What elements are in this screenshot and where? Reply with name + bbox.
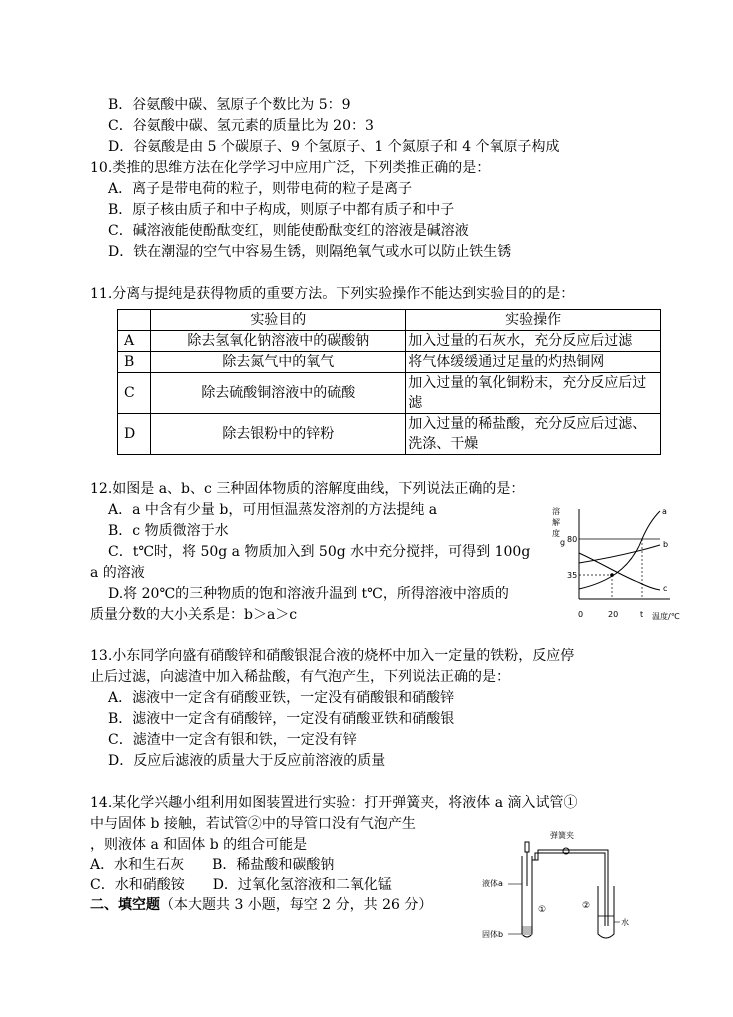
section-2-note: （本大题共 3 小题，每空 2 分，共 26 分） — [160, 897, 433, 913]
ylabel-char: 溶 — [552, 507, 560, 516]
q14-stem-line2: 中与固体 b 接触，若试管②中的导管口没有气泡产生 — [90, 816, 416, 832]
intersection-point — [610, 573, 614, 577]
q14-options-ab: A．水和生石灰 B．稀盐酸和碳酸钠 — [90, 857, 335, 873]
q11-stem: 11.分离与提纯是获得物质的重要方法。下列实验操作不能达到实验目的的是： — [90, 286, 575, 302]
table-header-operation: 实验操作 — [406, 310, 661, 331]
q10-option-a: A．离子是带电荷的粒子，则带电荷的粒子是离子 — [108, 181, 413, 197]
table-cell-empty — [118, 310, 151, 331]
q14-stem-line3: ，则液体 a 和固体 b 的组合可能是 — [90, 837, 308, 853]
tube-1-label: ① — [538, 905, 547, 915]
q12-option-b: B．c 物质微溶于水 — [108, 523, 229, 539]
q13-option-b: B．滤液中一定含有硝酸锌，一定没有硝酸亚铁和硝酸银 — [108, 711, 455, 727]
q12-option-d-line1: D.将 20℃的三种物质的饱和溶液升温到 t℃，所得溶液中溶质的 — [108, 586, 509, 602]
q13-option-c: C．滤渣中一定含有银和铁，一定没有锌 — [108, 732, 357, 748]
q13-stem-line1: 13.小东同学向盛有硝酸锌和硝酸银混合液的烧杯中加入一定量的铁粉，反应停 — [90, 648, 575, 664]
y-tick-80: 80 — [567, 535, 578, 544]
q12-option-a: A．a 中含有少量 b，可用恒温蒸发溶剂的方法提纯 a — [108, 502, 438, 518]
test-tube-2 — [598, 886, 614, 938]
x-tick-20: 20 — [608, 610, 619, 619]
row-operation: 将气体缓缓通过足量的灼热铜网 — [406, 352, 661, 373]
curve-c-label: c — [663, 584, 668, 593]
curve-a — [579, 511, 660, 589]
q12-option-c-line1: C．t℃时，将 50g a 物质加入到 50g 水中充分搅拌，可得到 100g — [108, 544, 531, 560]
y-tick-35: 35 — [567, 571, 578, 580]
row-operation: 加入过量的氧化铜粉末，充分反应后过滤 — [406, 373, 661, 414]
clamp-label: 弹簧夹 — [550, 831, 574, 840]
curve-b — [579, 545, 660, 563]
curve-b-label: b — [663, 540, 669, 549]
row-operation-line1: 加入过量的稀盐酸，充分反应后过滤、 — [408, 416, 647, 432]
table-row — [118, 352, 661, 373]
x-axis-label: 温度/℃ — [652, 612, 680, 621]
ylabel-char: 度 — [552, 529, 560, 538]
q12-option-c-line2: a 的溶液 — [90, 565, 145, 581]
origin-label: 0 — [578, 610, 584, 619]
row-operation — [406, 414, 661, 455]
table-header-row — [118, 310, 661, 331]
section-2-title: 二、填空题 — [90, 897, 160, 913]
row-purpose: 除去氢氧化钠溶液中的碳酸钠 — [151, 331, 406, 352]
row-purpose: 除去氮气中的氧气 — [151, 352, 406, 373]
q12-stem: 12.如图是 a、b、c 三种固体物质的溶解度曲线，下列说法正确的是： — [90, 481, 525, 497]
table-row — [118, 373, 661, 414]
ylabel-char: 解 — [552, 518, 560, 527]
q14-options-cd: C．水和硝酸铵 D．过氧化氢溶液和二氧化锰 — [90, 877, 392, 893]
q10-option-d: D．铁在潮湿的空气中容易生锈，则隔绝氧气或水可以防止铁生锈 — [108, 244, 512, 260]
q13-option-a: A．滤液中一定含有硝酸亚铁，一定没有硝酸银和硝酸锌 — [108, 690, 455, 706]
liquid-a-label: 液体a — [482, 879, 503, 888]
row-key: D — [118, 414, 151, 455]
table-row — [118, 414, 661, 455]
q10-stem: 10.类推的思维方法在化学学习中应用广泛，下列类推正确的是： — [90, 160, 491, 176]
q10-option-b: B．原子核由质子和中子构成，则原子中都有质子和中子 — [108, 202, 455, 218]
row-purpose: 除去硫酸铜溶液中的硫酸 — [151, 373, 406, 414]
solid-b — [523, 926, 532, 935]
x-tick-t: t — [640, 610, 644, 619]
table-row — [118, 331, 661, 352]
q10-option-c: C．碱溶液能使酚酞变红，则能使酚酞变红的溶液是碱溶液 — [108, 223, 469, 239]
row-purpose: 除去银粉中的锌粉 — [151, 414, 406, 455]
section-2-heading — [90, 896, 432, 914]
q12-option-d-line2: 质量分数的大小关系是：b＞a＞c — [90, 607, 298, 623]
row-key: A — [118, 331, 151, 352]
q11-table — [117, 309, 661, 455]
row-key: C — [118, 373, 151, 414]
dropper-bulb — [525, 842, 529, 852]
water-label: 水 — [621, 918, 629, 927]
q9-option-c: C．谷氨酸中碳、氢元素的质量比为 20：3 — [108, 118, 374, 134]
row-key: B — [118, 352, 151, 373]
connecting-tube-inner — [535, 853, 605, 926]
row-operation-line2: 洗涤、干燥 — [408, 436, 479, 452]
solubility-curve-figure — [550, 503, 690, 625]
experiment-apparatus-figure — [478, 826, 648, 946]
q9-option-b: B．谷氨酸中碳、氢原子个数比为 5：9 — [108, 97, 351, 113]
row-operation: 加入过量的石灰水，充分反应后过滤 — [406, 331, 661, 352]
q9-option-d: D．谷氨酸是由 5 个碳原子、9 个氢原子、1 个氮原子和 4 个氧原子构成 — [108, 139, 560, 155]
q13-stem-line2: 止后过滤，向滤渣中加入稀盐酸，有气泡产生，下列说法正确的是： — [90, 669, 510, 685]
q14-stem-line1: 14.某化学兴趣小组利用如图装置进行实验：打开弹簧夹，将液体 a 滴入试管① — [90, 795, 578, 811]
solid-b-label: 固体b — [482, 930, 504, 939]
tube-2-label: ② — [582, 901, 591, 911]
curve-a-label: a — [662, 507, 667, 516]
q13-option-d: D．反应后滤液的质量大于反应前溶液的质量 — [108, 753, 386, 769]
ylabel-char: g — [560, 538, 566, 547]
table-header-purpose: 实验目的 — [151, 310, 406, 331]
